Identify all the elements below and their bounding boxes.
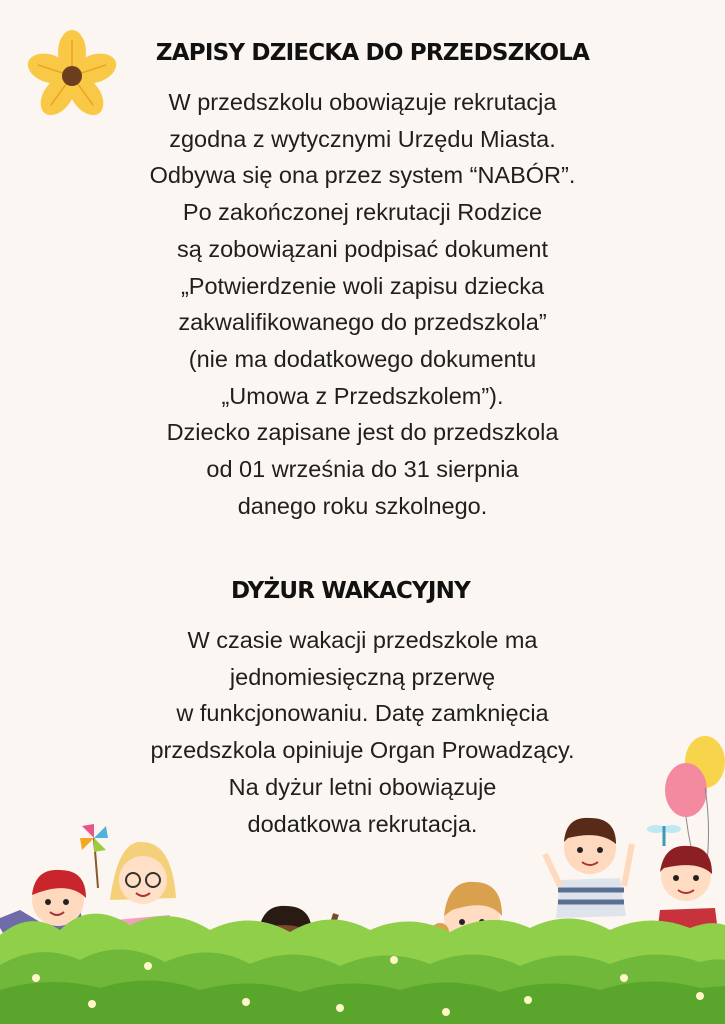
paragraph-line: od 01 września do 31 sierpnia [206, 456, 519, 483]
paragraph-line: zgodna z wytycznymi Urzędu Miasta. [169, 125, 556, 152]
section-title-enrollment: ZAPISY DZIECKA DO PRZEDSZKOLA [155, 40, 590, 66]
paragraph-line: Odbywa się ona przez system “NABÓR”. [149, 162, 576, 189]
paragraph-line: przedszkola opiniuje Organ Prowadzący. [150, 737, 575, 764]
paragraph-line: dodatkowa rekrutacja. [247, 810, 478, 837]
paragraph-line: w funkcjonowaniu. Datę zamknięcia [176, 700, 549, 727]
paragraph-line: „Umowa z Przedszkolem”). [221, 382, 504, 409]
paragraph-line: Po zakończonej rekrutacji Rodzice [182, 199, 543, 226]
dragonfly-icon [647, 825, 681, 846]
paragraph-line: są zobowiązani podpisać dokument [176, 235, 548, 262]
section-title-summer-duty: DYŻUR WAKACYJNY [231, 578, 470, 604]
paragraph-line: „Potwierdzenie woli zapisu dziecka [180, 272, 545, 299]
enrollment-paragraph [0, 84, 725, 524]
child-figure [545, 818, 632, 918]
paragraph-line: (nie ma dodatkowego dokumentu [188, 345, 537, 372]
paragraph-line: Na dyżur letni obowiązuje [228, 773, 497, 800]
pinwheel-icon [80, 824, 108, 888]
paragraph-line: zakwalifikowanego do przedszkola” [178, 309, 547, 336]
paragraph-line: danego roku szkolnego. [237, 492, 488, 519]
children-in-grass-illustration [0, 720, 725, 1024]
paragraph-line: W przedszkolu obowiązuje rekrutacja [168, 89, 557, 115]
paragraph-line: jednomiesięczną przerwę [229, 663, 496, 690]
paragraph-line: Dziecko zapisane jest do przedszkola [166, 419, 559, 446]
grass-front [0, 980, 725, 1024]
paragraph-line: W czasie wakacji przedszkole ma [187, 627, 538, 653]
